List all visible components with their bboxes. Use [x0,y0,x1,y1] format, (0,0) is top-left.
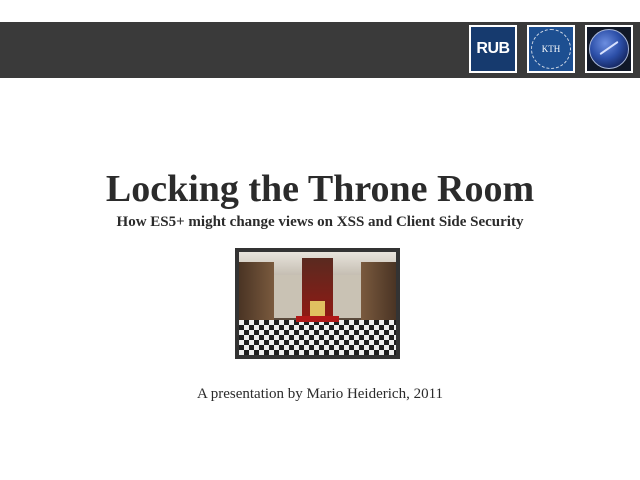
photo-checkered-floor [239,320,396,355]
photo-left-wall [239,262,274,326]
kth-logo [527,25,575,73]
kth-seal-icon [531,29,571,69]
globe-logo [585,25,633,73]
slide-title: Locking the Throne Room [105,168,535,210]
globe-icon [589,29,629,69]
throne-room-photo [235,248,400,359]
slide-subtitle: How ES5+ might change views on XSS and Client Side Security [116,214,524,230]
photo-carpet [296,316,340,322]
photo-image [239,252,396,355]
kth-logo-text: KTH [541,43,561,54]
photo-right-wall [361,262,396,326]
rub-logo [469,25,517,73]
presentation-byline: A presentation by Mario Heiderich, 2011 [196,386,444,402]
rub-logo-text: RUB [476,40,510,57]
